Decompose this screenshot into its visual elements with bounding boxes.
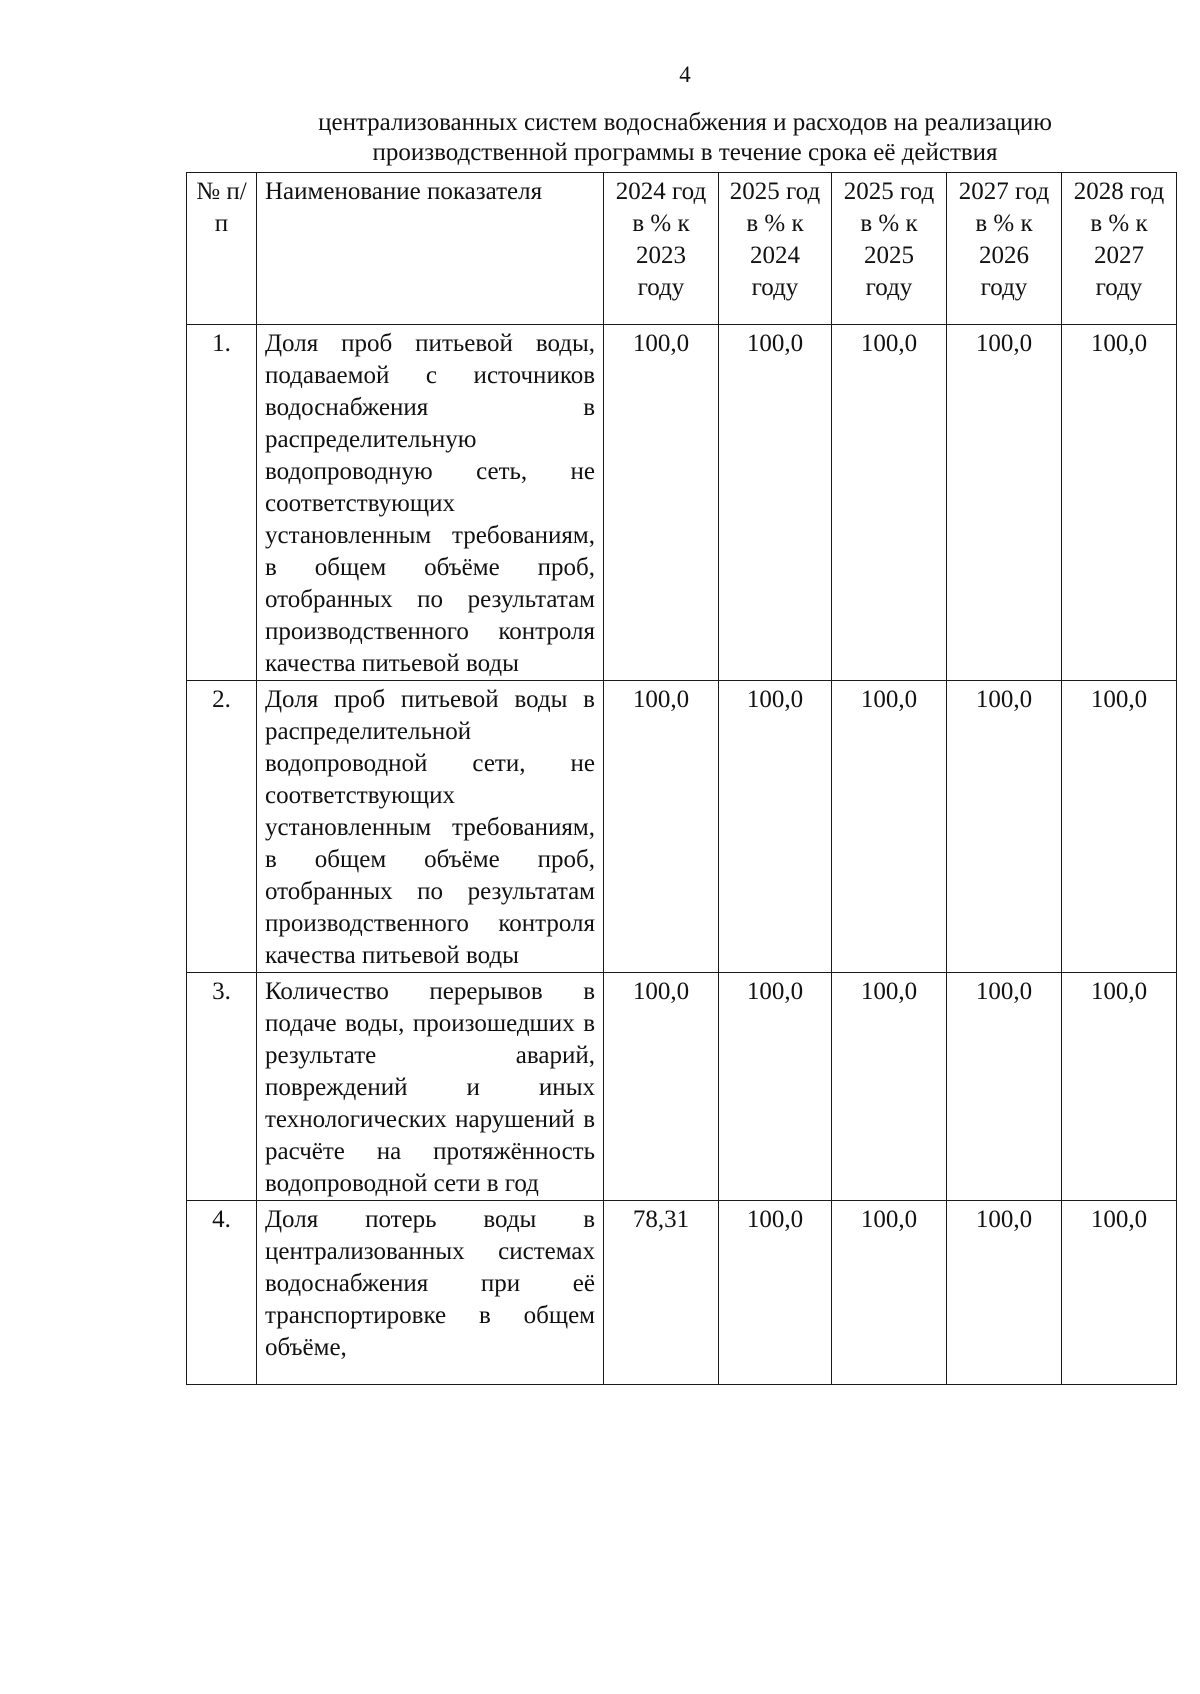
row-value: 100,0 xyxy=(832,973,947,1201)
row-value: 100,0 xyxy=(719,681,832,973)
row-num: 4. xyxy=(187,1201,257,1385)
header-2027: 2027 год в % к 2026 году xyxy=(947,173,1062,325)
row-value: 100,0 xyxy=(947,681,1062,973)
row-num: 1. xyxy=(187,325,257,681)
row-value: 100,0 xyxy=(832,1201,947,1385)
heading-line-1: централизованных систем водоснабжения и расходов на реализацию xyxy=(318,109,1052,136)
row-value: 100,0 xyxy=(1062,325,1177,681)
header-2025a: 2025 год в % к 2024 году xyxy=(719,173,832,325)
row-value: 100,0 xyxy=(947,325,1062,681)
row-value: 100,0 xyxy=(832,681,947,973)
header-num: № п/п xyxy=(187,173,257,325)
table-row xyxy=(187,1201,1177,1385)
row-value: 100,0 xyxy=(604,325,719,681)
row-name: Доля проб питьевой воды, подаваемой с источников водоснабжения в распределительную водопроводную сеть, не соответствующих установленным требованиям, в общем объёме проб, отобранных по результатам производственного контроля качества питьевой воды xyxy=(257,325,604,681)
table-row xyxy=(187,973,1177,1201)
row-value: 100,0 xyxy=(1062,1201,1177,1385)
header-2025b: 2025 год в % к 2025 году xyxy=(832,173,947,325)
row-name: Количество перерывов в подаче воды, произошедших в результате аварий, повреждений и иных технологических нарушений в расчёте на протяжённость водопроводной сети в год xyxy=(257,973,604,1201)
row-value: 100,0 xyxy=(719,1201,832,1385)
header-2024: 2024 год в % к 2023 году xyxy=(604,173,719,325)
indicators-table xyxy=(186,172,1177,1385)
document-heading xyxy=(185,108,1185,168)
row-value: 100,0 xyxy=(832,325,947,681)
row-value: 100,0 xyxy=(947,1201,1062,1385)
row-name: Доля проб питьевой воды в распределительной водопроводной сети, не соответствующих установленным требованиям, в общем объёме проб, отобранных по результатам производственного контроля качества питьевой воды xyxy=(257,681,604,973)
row-value: 100,0 xyxy=(719,973,832,1201)
row-value: 100,0 xyxy=(604,681,719,973)
row-value: 100,0 xyxy=(604,973,719,1201)
page-number: 4 xyxy=(679,62,691,87)
row-value: 100,0 xyxy=(1062,681,1177,973)
row-num: 2. xyxy=(187,681,257,973)
table-header-row xyxy=(187,173,1177,325)
row-num: 3. xyxy=(187,973,257,1201)
table-row xyxy=(187,325,1177,681)
table-row xyxy=(187,681,1177,973)
heading-line-2: производственной программы в течение срока её действия xyxy=(372,139,998,166)
row-name: Доля потерь воды в централизованных системах водоснабжения при её транспортировке в общем объёме, xyxy=(257,1201,604,1385)
row-value: 78,31 xyxy=(604,1201,719,1385)
row-value: 100,0 xyxy=(947,973,1062,1201)
header-name: Наименование показателя xyxy=(257,173,604,325)
row-value: 100,0 xyxy=(1062,973,1177,1201)
row-value: 100,0 xyxy=(719,325,832,681)
header-2028: 2028 год в % к 2027 году xyxy=(1062,173,1177,325)
